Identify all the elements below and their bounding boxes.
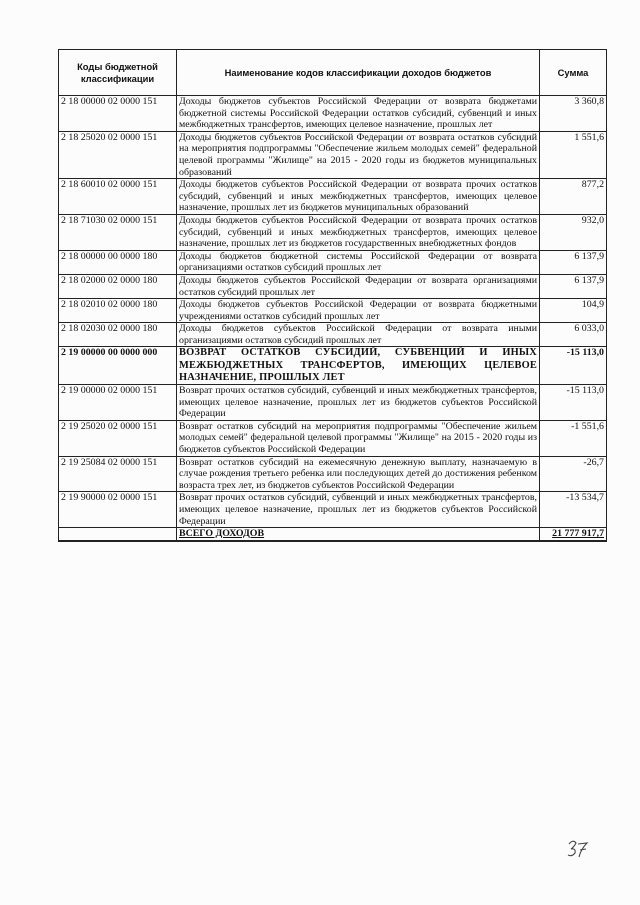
table-row bbox=[59, 96, 607, 132]
row-name: Доходы бюджетов субъектов Российской Федерации от возврата прочих остатков субсидий, субвенций и иных межбюджетных трансфертов, имеющих целевое назначение, прошлых лет из бюджетов государственных внебюджетных фондов bbox=[177, 214, 540, 250]
header-code: Коды бюджетной классификации bbox=[59, 50, 177, 96]
row-amount: 6 137,9 bbox=[540, 274, 607, 298]
row-code: 2 18 60010 02 0000 151 bbox=[59, 179, 177, 215]
table-row bbox=[59, 274, 607, 298]
total-row bbox=[59, 528, 607, 541]
row-name: Возврат остатков субсидий на мероприятия подпрограммы "Обеспечение жильем молодых семей" федеральной целевой программы "Жилище" на 2015 - 2020 годы из бюджетов субъектов Российской Федерации bbox=[177, 420, 540, 456]
table-row bbox=[59, 131, 607, 178]
row-code: 2 19 25020 02 0000 151 bbox=[59, 420, 177, 456]
table-row bbox=[59, 492, 607, 528]
row-amount: 932,0 bbox=[540, 214, 607, 250]
row-amount: 3 360,8 bbox=[540, 96, 607, 132]
row-amount: -13 534,7 bbox=[540, 492, 607, 528]
row-name: Доходы бюджетов субъектов Российской Федерации от возврата бюджетными учреждениями остатков субсидий прошлых лет bbox=[177, 299, 540, 323]
table-row bbox=[59, 347, 607, 385]
table-row bbox=[59, 385, 607, 421]
row-code: 2 19 25084 02 0000 151 bbox=[59, 456, 177, 492]
row-name: Доходы бюджетов бюджетной системы Российской Федерации от возврата организациями остатков субсидий прошлых лет bbox=[177, 250, 540, 274]
header-name: Наименование кодов классификации доходов бюджетов bbox=[177, 50, 540, 96]
revenue-table bbox=[58, 49, 607, 542]
total-amount: 21 777 917,7 bbox=[540, 528, 607, 541]
table-row bbox=[59, 420, 607, 456]
row-code: 2 18 02010 02 0000 180 bbox=[59, 299, 177, 323]
table-row bbox=[59, 323, 607, 347]
row-amount: 1 551,6 bbox=[540, 131, 607, 178]
row-name: Доходы бюджетов субъектов Российской Федерации от возврата бюджетами бюджетной системы Российской Федерации остатков субсидий, субвенций и иных межбюджетных трансфертов, имеющих целевое назначение, прошлых лет bbox=[177, 96, 540, 132]
total-code-empty bbox=[59, 528, 177, 541]
row-name: ВОЗВРАТ ОСТАТКОВ СУБСИДИЙ, СУБВЕНЦИЙ И ИНЫХ МЕЖБЮДЖЕТНЫХ ТРАНСФЕРТОВ, ИМЕЮЩИХ ЦЕЛЕВОЕ НАЗНАЧЕНИЕ, ПРОШЛЫХ ЛЕТ bbox=[177, 347, 540, 385]
total-label: ВСЕГО ДОХОДОВ bbox=[177, 528, 540, 541]
row-amount: 6 137,9 bbox=[540, 250, 607, 274]
row-name: Доходы бюджетов субъектов Российской Федерации от возврата прочих остатков субсидий, субвенций и иных межбюджетных трансфертов, имеющих целевое назначение, прошлых лет из бюджетов муниципальных образований bbox=[177, 179, 540, 215]
row-name: Возврат остатков субсидий на ежемесячную денежную выплату, назначаемую в случае рождения третьего ребенка или последующих детей до достижения ребенком возраста трех лет, из бюджетов субъектов Российской Федерации bbox=[177, 456, 540, 492]
row-code: 2 19 90000 02 0000 151 bbox=[59, 492, 177, 528]
row-code: 2 19 00000 00 0000 000 bbox=[59, 347, 177, 385]
row-name: Доходы бюджетов субъектов Российской Федерации от возврата остатков субсидий на мероприятия подпрограммы "Обеспечение жильем молодых семей" федеральной целевой программы "Жилище" на 2015 - 2020 годы из бюджетов муниципальных образований bbox=[177, 131, 540, 178]
row-amount: 104,9 bbox=[540, 299, 607, 323]
row-code: 2 18 25020 02 0000 151 bbox=[59, 131, 177, 178]
table-row bbox=[59, 299, 607, 323]
row-code: 2 18 00000 02 0000 151 bbox=[59, 96, 177, 132]
row-code: 2 18 02030 02 0000 180 bbox=[59, 323, 177, 347]
row-amount: -15 113,0 bbox=[540, 385, 607, 421]
table-header-row bbox=[59, 50, 607, 96]
row-name: Доходы бюджетов субъектов Российской Федерации от возврата организациями остатков субсидий прошлых лет bbox=[177, 274, 540, 298]
row-amount: -26,7 bbox=[540, 456, 607, 492]
row-code: 2 18 71030 02 0000 151 bbox=[59, 214, 177, 250]
header-amount: Сумма bbox=[540, 50, 607, 96]
table-body bbox=[59, 96, 607, 541]
row-amount: 877,2 bbox=[540, 179, 607, 215]
row-code: 2 19 00000 02 0000 151 bbox=[59, 385, 177, 421]
row-amount: 6 033,0 bbox=[540, 323, 607, 347]
page-number-handwritten bbox=[566, 838, 590, 860]
row-amount: -15 113,0 bbox=[540, 347, 607, 385]
row-name: Возврат прочих остатков субсидий, субвенций и иных межбюджетных трансфертов, имеющих целевое назначение, прошлых лет из бюджетов субъектов Российской Федерации bbox=[177, 385, 540, 421]
table-row bbox=[59, 179, 607, 215]
row-name: Доходы бюджетов субъектов Российской Федерации от возврата иными организациями остатков субсидий прошлых лет bbox=[177, 323, 540, 347]
table-row bbox=[59, 456, 607, 492]
row-code: 2 18 00000 00 0000 180 bbox=[59, 250, 177, 274]
table-row bbox=[59, 250, 607, 274]
table-row bbox=[59, 214, 607, 250]
row-amount: -1 551,6 bbox=[540, 420, 607, 456]
row-name: Возврат прочих остатков субсидий, субвенций и иных межбюджетных трансфертов, имеющих целевое назначение, прошлых лет из бюджетов субъектов Российской Федерации bbox=[177, 492, 540, 528]
row-code: 2 18 02000 02 0000 180 bbox=[59, 274, 177, 298]
